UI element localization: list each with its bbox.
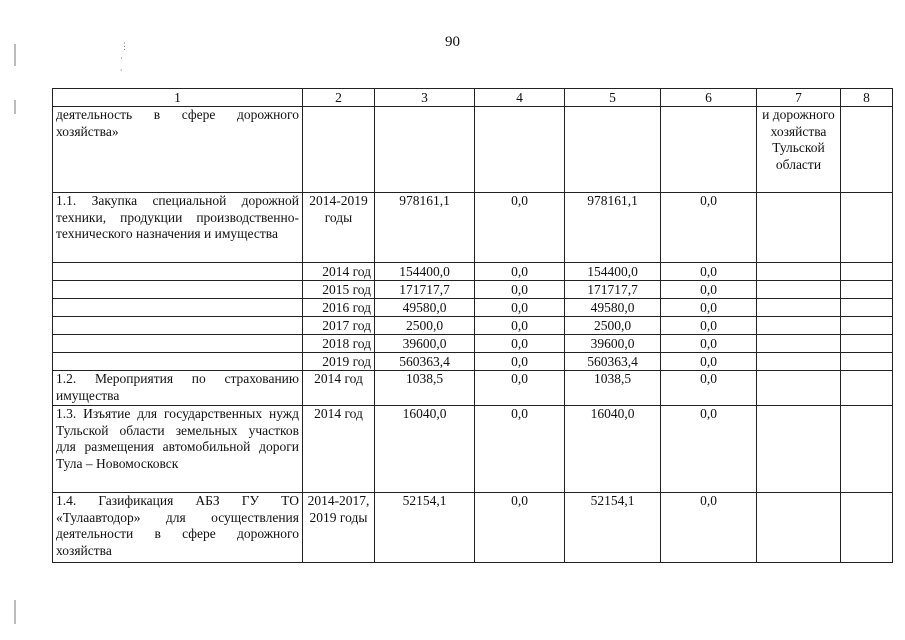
- table-row: [53, 317, 893, 335]
- table-row: [53, 493, 893, 563]
- table-row: [53, 335, 893, 353]
- empty-cell: [841, 193, 893, 263]
- header-row: [53, 89, 893, 107]
- empty-cell: [303, 107, 375, 193]
- empty-cell: [757, 317, 841, 335]
- period-cell: 2014 год: [303, 406, 375, 493]
- measure-name-cell: 1.3. Изъятие для государственных нужд Тульской области земельных участков для размещения автомобильной дороги Тула – Новомосковск: [53, 406, 303, 493]
- federal-cell: 0,0: [475, 371, 565, 406]
- empty-cell: [757, 299, 841, 317]
- other-cell: 0,0: [661, 299, 757, 317]
- other-cell: 0,0: [661, 406, 757, 493]
- measure-name-cell: 1.1. Закупка специальной дорожной техники, продукции производственно-технического назначения и имущества: [53, 193, 303, 263]
- federal-cell: 0,0: [475, 335, 565, 353]
- empty-cell: [841, 263, 893, 281]
- scan-margin-mark: [14, 600, 16, 624]
- federal-cell: 0,0: [475, 263, 565, 281]
- table-row: [53, 371, 893, 406]
- other-cell: 0,0: [661, 193, 757, 263]
- header-cell: 7: [757, 89, 841, 107]
- other-cell: 0,0: [661, 281, 757, 299]
- other-cell: 0,0: [661, 353, 757, 371]
- empty-cell: [375, 107, 475, 193]
- federal-cell: 0,0: [475, 193, 565, 263]
- empty-cell: [757, 193, 841, 263]
- regional-cell: 1038,5: [565, 371, 661, 406]
- regional-cell: 16040,0: [565, 406, 661, 493]
- empty-cell: [53, 263, 303, 281]
- empty-cell: [565, 107, 661, 193]
- empty-cell: [757, 353, 841, 371]
- empty-cell: [841, 406, 893, 493]
- regional-cell: 39600,0: [565, 335, 661, 353]
- other-cell: 0,0: [661, 317, 757, 335]
- empty-cell: [841, 335, 893, 353]
- regional-cell: 978161,1: [565, 193, 661, 263]
- total-cell: 171717,7: [375, 281, 475, 299]
- empty-cell: [841, 493, 893, 563]
- header-cell: 1: [53, 89, 303, 107]
- empty-cell: [53, 281, 303, 299]
- period-cell: 2014-2019 годы: [303, 193, 375, 263]
- total-cell: 2500,0: [375, 317, 475, 335]
- budget-table: [52, 88, 893, 563]
- measure-name-cell: 1.4. Газификация АБЗ ГУ ТО «Тулаавтодор» для осуществления деятельности в сфере дорожного хозяйства: [53, 493, 303, 563]
- regional-cell: 52154,1: [565, 493, 661, 563]
- table-row: [53, 281, 893, 299]
- header-cell: 6: [661, 89, 757, 107]
- empty-cell: [841, 371, 893, 406]
- regional-cell: 2500,0: [565, 317, 661, 335]
- regional-cell: 154400,0: [565, 263, 661, 281]
- header-cell: 5: [565, 89, 661, 107]
- empty-cell: [757, 493, 841, 563]
- total-cell: 1038,5: [375, 371, 475, 406]
- empty-cell: [757, 335, 841, 353]
- federal-cell: 0,0: [475, 299, 565, 317]
- empty-cell: [53, 353, 303, 371]
- total-cell: 39600,0: [375, 335, 475, 353]
- total-cell: 52154,1: [375, 493, 475, 563]
- empty-cell: [841, 317, 893, 335]
- continuation-row: [53, 107, 893, 193]
- executor-cell: и дорожного хозяйства Тульской области: [757, 107, 841, 193]
- header-cell: 2: [303, 89, 375, 107]
- empty-cell: [841, 299, 893, 317]
- empty-cell: [757, 371, 841, 406]
- other-cell: 0,0: [661, 335, 757, 353]
- header-cell: 8: [841, 89, 893, 107]
- header-cell: 3: [375, 89, 475, 107]
- regional-cell: 171717,7: [565, 281, 661, 299]
- program-name-cell: деятельность в сфере дорожного хозяйства»: [53, 107, 303, 193]
- period-cell: 2014-2017, 2019 годы: [303, 493, 375, 563]
- federal-cell: 0,0: [475, 317, 565, 335]
- period-cell: 2015 год: [303, 281, 375, 299]
- federal-cell: 0,0: [475, 493, 565, 563]
- total-cell: 16040,0: [375, 406, 475, 493]
- regional-cell: 49580,0: [565, 299, 661, 317]
- total-cell: 49580,0: [375, 299, 475, 317]
- period-cell: 2014 год: [303, 263, 375, 281]
- period-cell: 2014 год: [303, 371, 375, 406]
- scan-specks: ⋮ · ⸱: [120, 41, 129, 75]
- federal-cell: 0,0: [475, 353, 565, 371]
- other-cell: 0,0: [661, 371, 757, 406]
- period-cell: 2019 год: [303, 353, 375, 371]
- empty-cell: [841, 353, 893, 371]
- period-cell: 2016 год: [303, 299, 375, 317]
- empty-cell: [757, 281, 841, 299]
- empty-cell: [661, 107, 757, 193]
- table-row: [53, 193, 893, 263]
- empty-cell: [841, 281, 893, 299]
- total-cell: 154400,0: [375, 263, 475, 281]
- empty-cell: [841, 107, 893, 193]
- measure-name-cell: 1.2. Мероприятия по страхованию имущества: [53, 371, 303, 406]
- header-cell: 4: [475, 89, 565, 107]
- total-cell: 560363,4: [375, 353, 475, 371]
- other-cell: 0,0: [661, 493, 757, 563]
- other-cell: 0,0: [661, 263, 757, 281]
- period-cell: 2017 год: [303, 317, 375, 335]
- page-number: 90: [445, 34, 460, 50]
- empty-cell: [53, 317, 303, 335]
- empty-cell: [757, 263, 841, 281]
- period-cell: 2018 год: [303, 335, 375, 353]
- scan-margin-mark: [14, 100, 16, 114]
- table-row: [53, 299, 893, 317]
- regional-cell: 560363,4: [565, 353, 661, 371]
- table-row: [53, 406, 893, 493]
- empty-cell: [53, 299, 303, 317]
- federal-cell: 0,0: [475, 406, 565, 493]
- scan-margin-mark: [14, 44, 16, 66]
- empty-cell: [475, 107, 565, 193]
- table-row: [53, 263, 893, 281]
- empty-cell: [757, 406, 841, 493]
- federal-cell: 0,0: [475, 281, 565, 299]
- empty-cell: [53, 335, 303, 353]
- total-cell: 978161,1: [375, 193, 475, 263]
- table-row: [53, 353, 893, 371]
